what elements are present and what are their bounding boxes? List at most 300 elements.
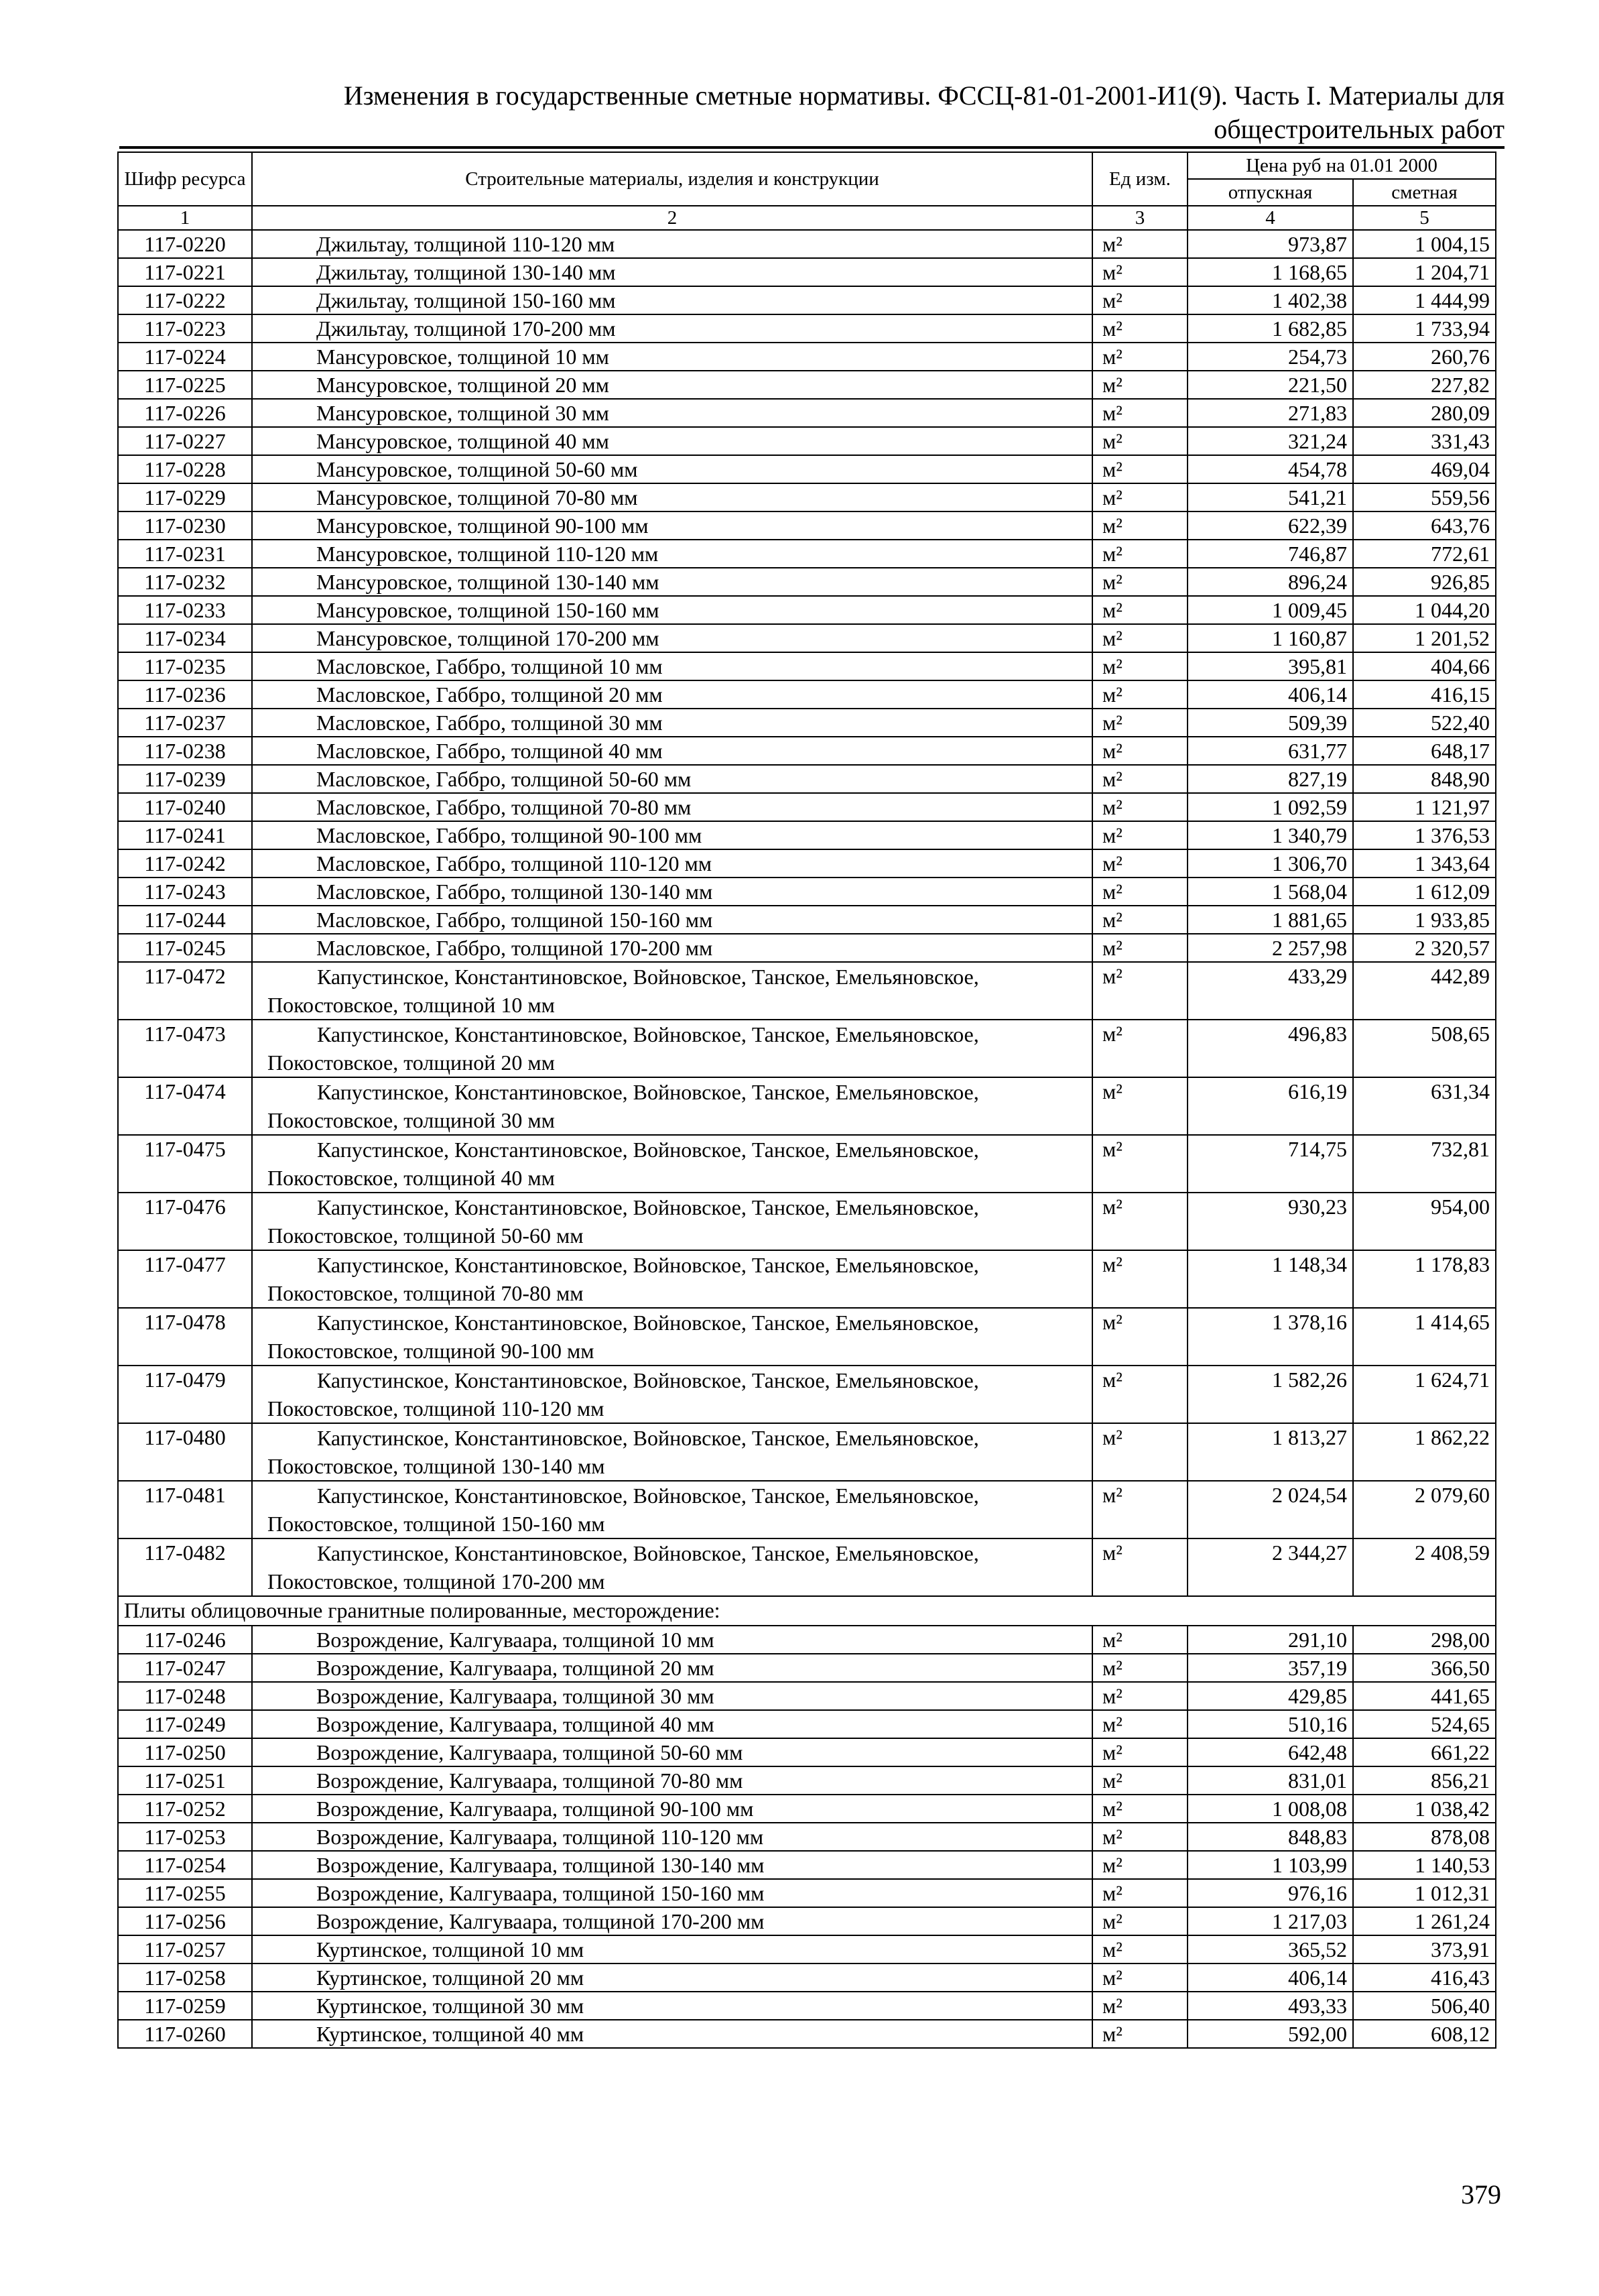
price-estimate: 1 612,09 [1353,878,1496,906]
resource-code: 117-0238 [118,737,252,765]
table-row [118,906,1496,934]
unit: м² [1092,1654,1188,1682]
price-release: 1 009,45 [1188,596,1353,624]
unit: м² [1092,1823,1188,1851]
price-estimate: 1 140,53 [1353,1851,1496,1879]
table-row [118,1538,1496,1596]
unit: м² [1092,1423,1188,1481]
table-row [118,343,1496,371]
resource-code: 117-0248 [118,1682,252,1710]
unit: м² [1092,1020,1188,1077]
table-row [118,849,1496,878]
price-estimate: 1 044,20 [1353,596,1496,624]
resource-code: 117-0240 [118,793,252,821]
price-release: 631,77 [1188,737,1353,765]
table-row [118,934,1496,962]
page-number: 379 [1461,2179,1501,2210]
resource-code: 117-0236 [118,680,252,709]
material-name: Капустинское, Константиновское, Войновское, Танское, Емельяновское, Покостовское, толщиной 50-60 мм [252,1193,1092,1250]
price-release: 1 682,85 [1188,314,1353,343]
unit: м² [1092,652,1188,680]
price-release: 510,16 [1188,1710,1353,1738]
material-name: Капустинское, Константиновское, Войновское, Танское, Емельяновское, Покостовское, толщиной 10 мм [252,962,1092,1020]
resource-code: 117-0252 [118,1795,252,1823]
unit: м² [1092,399,1188,427]
price-estimate: 2 320,57 [1353,934,1496,962]
material-name: Джильтау, толщиной 130-140 мм [252,258,1092,286]
price-estimate: 1 733,94 [1353,314,1496,343]
price-release: 976,16 [1188,1879,1353,1907]
resource-code: 117-0241 [118,821,252,849]
resource-code: 117-0245 [118,934,252,962]
material-name: Возрождение, Калгуваара, толщиной 110-120 мм [252,1823,1092,1851]
material-name: Возрождение, Калгуваара, толщиной 10 мм [252,1626,1092,1654]
price-estimate: 1 862,22 [1353,1423,1496,1481]
price-estimate: 643,76 [1353,511,1496,540]
unit: м² [1092,1710,1188,1738]
table-row [118,1020,1496,1077]
price-release: 642,48 [1188,1738,1353,1766]
unit: м² [1092,511,1188,540]
material-name: Масловское, Габбро, толщиной 20 мм [252,680,1092,709]
price-release: 221,50 [1188,371,1353,399]
unit: м² [1092,1626,1188,1654]
price-release: 616,19 [1188,1077,1353,1135]
resource-code: 117-0224 [118,343,252,371]
table-body-part2 [118,1626,1496,2048]
unit: м² [1092,427,1188,455]
resource-code: 117-0480 [118,1423,252,1481]
price-estimate: 441,65 [1353,1682,1496,1710]
table-row [118,568,1496,596]
unit: м² [1092,765,1188,793]
unit: м² [1092,2020,1188,2048]
resource-code: 117-0250 [118,1738,252,1766]
material-name: Мансуровское, толщиной 150-160 мм [252,596,1092,624]
price-estimate: 404,66 [1353,652,1496,680]
material-name: Масловское, Габбро, толщиной 30 мм [252,709,1092,737]
table-row [118,1963,1496,1992]
material-name: Масловское, Габбро, толщиной 40 мм [252,737,1092,765]
table-row [118,399,1496,427]
price-estimate: 1 414,65 [1353,1308,1496,1366]
resource-code: 117-0258 [118,1963,252,1992]
unit: м² [1092,934,1188,962]
resource-code: 117-0244 [118,906,252,934]
material-name: Джильтау, толщиной 110-120 мм [252,230,1092,258]
resource-code: 117-0257 [118,1935,252,1963]
resource-code: 117-0476 [118,1193,252,1250]
table-row [118,1308,1496,1366]
table-row [118,1366,1496,1423]
material-name: Мансуровское, толщиной 70-80 мм [252,483,1092,511]
table-row [118,1654,1496,1682]
resource-code: 117-0475 [118,1135,252,1193]
table-row [118,1992,1496,2020]
price-release: 1 568,04 [1188,878,1353,906]
price-release: 930,23 [1188,1193,1353,1250]
table-body-part1 [118,230,1496,1596]
price-release: 2 257,98 [1188,934,1353,962]
price-estimate: 522,40 [1353,709,1496,737]
table-row [118,1766,1496,1795]
price-release: 291,10 [1188,1626,1353,1654]
material-name: Масловское, Габбро, толщиной 130-140 мм [252,878,1092,906]
price-estimate: 732,81 [1353,1135,1496,1193]
unit: м² [1092,1879,1188,1907]
resource-code: 117-0478 [118,1308,252,1366]
price-estimate: 506,40 [1353,1992,1496,2020]
table-row [118,596,1496,624]
price-release: 831,01 [1188,1766,1353,1795]
table-row [118,709,1496,737]
material-name: Куртинское, толщиной 10 мм [252,1935,1092,1963]
material-name: Мансуровское, толщиной 170-200 мм [252,624,1092,652]
price-estimate: 954,00 [1353,1193,1496,1250]
material-name: Капустинское, Константиновское, Войновское, Танское, Емельяновское, Покостовское, толщиной 170-200 мм [252,1538,1092,1596]
price-estimate: 1 261,24 [1353,1907,1496,1935]
resource-code: 117-0223 [118,314,252,343]
price-release: 321,24 [1188,427,1353,455]
resource-code: 117-0246 [118,1626,252,1654]
resource-code: 117-0221 [118,258,252,286]
unit: м² [1092,1738,1188,1766]
unit: м² [1092,821,1188,849]
price-release: 493,33 [1188,1992,1353,2020]
price-estimate: 1 201,52 [1353,624,1496,652]
unit: м² [1092,1795,1188,1823]
unit: м² [1092,1481,1188,1538]
resource-code: 117-0228 [118,455,252,483]
unit: м² [1092,568,1188,596]
table-row [118,1481,1496,1538]
price-estimate: 631,34 [1353,1077,1496,1135]
resource-code: 117-0229 [118,483,252,511]
unit: м² [1092,1366,1188,1423]
unit: м² [1092,1538,1188,1596]
table-row [118,1823,1496,1851]
resource-code: 117-0243 [118,878,252,906]
table-row [118,540,1496,568]
resource-code: 117-0472 [118,962,252,1020]
section-title: Плиты облицовочные гранитные полированные, месторождение: [118,1596,1496,1626]
material-name: Масловское, Габбро, толщиной 90-100 мм [252,821,1092,849]
resource-code: 117-0232 [118,568,252,596]
header-rule [119,146,1505,149]
price-estimate: 508,65 [1353,1020,1496,1077]
price-release: 433,29 [1188,962,1353,1020]
price-estimate: 608,12 [1353,2020,1496,2048]
price-estimate: 1 004,15 [1353,230,1496,258]
column-number-row [118,206,1496,230]
resource-code: 117-0255 [118,1879,252,1907]
material-name: Мансуровское, толщиной 30 мм [252,399,1092,427]
price-estimate: 661,22 [1353,1738,1496,1766]
price-estimate: 416,43 [1353,1963,1496,1992]
price-release: 973,87 [1188,230,1353,258]
price-estimate: 848,90 [1353,765,1496,793]
material-name: Мансуровское, толщиной 50-60 мм [252,455,1092,483]
resource-code: 117-0233 [118,596,252,624]
table-row [118,1135,1496,1193]
unit: м² [1092,624,1188,652]
price-release: 622,39 [1188,511,1353,540]
unit: м² [1092,737,1188,765]
material-name: Возрождение, Калгуваара, толщиной 150-160 мм [252,1879,1092,1907]
resource-code: 117-0256 [118,1907,252,1935]
price-release: 496,83 [1188,1020,1353,1077]
table-row [118,1077,1496,1135]
table-row [118,1879,1496,1907]
resource-code: 117-0259 [118,1992,252,2020]
section-row [118,1596,1496,1626]
unit: м² [1092,230,1188,258]
price-estimate: 2 079,60 [1353,1481,1496,1538]
price-release: 848,83 [1188,1823,1353,1851]
resource-code: 117-0220 [118,230,252,258]
unit: м² [1092,1135,1188,1193]
column-number: 5 [1353,206,1496,230]
price-estimate: 648,17 [1353,737,1496,765]
table-row [118,427,1496,455]
resource-code: 117-0482 [118,1538,252,1596]
material-name: Мансуровское, толщиной 90-100 мм [252,511,1092,540]
price-estimate: 856,21 [1353,1766,1496,1795]
material-name: Мансуровское, толщиной 20 мм [252,371,1092,399]
resource-code: 117-0477 [118,1250,252,1308]
unit: м² [1092,1308,1188,1366]
unit: м² [1092,709,1188,737]
resource-code: 117-0251 [118,1766,252,1795]
price-estimate: 524,65 [1353,1710,1496,1738]
table-row [118,258,1496,286]
price-release: 592,00 [1188,2020,1353,2048]
price-release: 454,78 [1188,455,1353,483]
price-release: 365,52 [1188,1935,1353,1963]
unit: м² [1092,849,1188,878]
material-name: Мансуровское, толщиной 40 мм [252,427,1092,455]
material-name: Возрождение, Калгуваара, толщиной 130-140 мм [252,1851,1092,1879]
table-row [118,371,1496,399]
unit: м² [1092,371,1188,399]
table-row [118,1710,1496,1738]
price-release: 2 024,54 [1188,1481,1353,1538]
price-release: 746,87 [1188,540,1353,568]
unit: м² [1092,1935,1188,1963]
table-section [118,1596,1496,1626]
table-row [118,314,1496,343]
price-release: 541,21 [1188,483,1353,511]
resource-code: 117-0473 [118,1020,252,1077]
column-number: 2 [252,206,1092,230]
table-row [118,737,1496,765]
resource-code: 117-0260 [118,2020,252,2048]
unit: м² [1092,1851,1188,1879]
material-name: Масловское, Габбро, толщиной 10 мм [252,652,1092,680]
price-release: 1 582,26 [1188,1366,1353,1423]
resource-code: 117-0239 [118,765,252,793]
table-row [118,1682,1496,1710]
material-name: Масловское, Габбро, толщиной 110-120 мм [252,849,1092,878]
header-price-release: отпускная [1188,179,1353,206]
unit: м² [1092,680,1188,709]
price-estimate: 1 121,97 [1353,793,1496,821]
price-estimate: 260,76 [1353,343,1496,371]
price-estimate: 772,61 [1353,540,1496,568]
material-name: Куртинское, толщиной 40 мм [252,2020,1092,2048]
material-name: Капустинское, Константиновское, Войновское, Танское, Емельяновское, Покостовское, толщиной 30 мм [252,1077,1092,1135]
material-name: Капустинское, Константиновское, Войновское, Танское, Емельяновское, Покостовское, толщиной 20 мм [252,1020,1092,1077]
price-release: 2 344,27 [1188,1538,1353,1596]
price-estimate: 2 408,59 [1353,1538,1496,1596]
material-name: Капустинское, Константиновское, Войновское, Танское, Емельяновское, Покостовское, толщиной 40 мм [252,1135,1092,1193]
price-estimate: 559,56 [1353,483,1496,511]
price-release: 896,24 [1188,568,1353,596]
table-row [118,1626,1496,1654]
material-name: Возрождение, Калгуваара, толщиной 170-200 мм [252,1907,1092,1935]
unit: м² [1092,596,1188,624]
price-release: 1 881,65 [1188,906,1353,934]
price-estimate: 331,43 [1353,427,1496,455]
unit: м² [1092,1682,1188,1710]
table-row [118,1907,1496,1935]
table-row [118,483,1496,511]
price-release: 395,81 [1188,652,1353,680]
price-release: 357,19 [1188,1654,1353,1682]
price-release: 1 008,08 [1188,1795,1353,1823]
table-row [118,793,1496,821]
document-header [322,79,1505,146]
material-name: Возрождение, Калгуваара, толщиной 90-100 мм [252,1795,1092,1823]
material-name: Возрождение, Калгуваара, толщиной 70-80 мм [252,1766,1092,1795]
column-number: 4 [1188,206,1353,230]
column-number: 3 [1092,206,1188,230]
resource-code: 117-0242 [118,849,252,878]
unit: м² [1092,1963,1188,1992]
material-name: Мансуровское, толщиной 10 мм [252,343,1092,371]
price-estimate: 1 624,71 [1353,1366,1496,1423]
resource-code: 117-0481 [118,1481,252,1538]
resource-code: 117-0237 [118,709,252,737]
resource-code: 117-0234 [118,624,252,652]
table-row [118,1250,1496,1308]
table-row [118,1935,1496,1963]
price-estimate: 878,08 [1353,1823,1496,1851]
table-row [118,680,1496,709]
table-row [118,511,1496,540]
price-estimate: 442,89 [1353,962,1496,1020]
price-estimate: 1 204,71 [1353,258,1496,286]
table-row [118,455,1496,483]
material-name: Масловское, Габбро, толщиной 70-80 мм [252,793,1092,821]
material-name: Мансуровское, толщиной 110-120 мм [252,540,1092,568]
unit: м² [1092,962,1188,1020]
price-release: 406,14 [1188,1963,1353,1992]
material-name: Масловское, Габбро, толщиной 170-200 мм [252,934,1092,962]
unit: м² [1092,540,1188,568]
material-name: Капустинское, Константиновское, Войновское, Танское, Емельяновское, Покостовское, толщиной 110-120 мм [252,1366,1092,1423]
price-estimate: 280,09 [1353,399,1496,427]
price-release: 509,39 [1188,709,1353,737]
price-release: 1 813,27 [1188,1423,1353,1481]
material-name: Капустинское, Константиновское, Войновское, Танское, Емельяновское, Покостовское, толщиной 90-100 мм [252,1308,1092,1366]
unit: м² [1092,1250,1188,1308]
material-name: Возрождение, Калгуваара, толщиной 20 мм [252,1654,1092,1682]
price-estimate: 416,15 [1353,680,1496,709]
table-row [118,1193,1496,1250]
price-release: 1 103,99 [1188,1851,1353,1879]
header-name: Строительные материалы, изделия и конструкции [252,152,1092,206]
table-row [118,1738,1496,1766]
price-estimate: 1 038,42 [1353,1795,1496,1823]
material-name: Джильтау, толщиной 170-200 мм [252,314,1092,343]
resource-code: 117-0479 [118,1366,252,1423]
unit: м² [1092,1766,1188,1795]
resource-code: 117-0226 [118,399,252,427]
resource-code: 117-0254 [118,1851,252,1879]
material-name: Капустинское, Константиновское, Войновское, Танское, Емельяновское, Покостовское, толщиной 130-140 мм [252,1423,1092,1481]
price-estimate: 1 933,85 [1353,906,1496,934]
unit: м² [1092,1077,1188,1135]
price-estimate: 227,82 [1353,371,1496,399]
material-name: Куртинское, толщиной 30 мм [252,1992,1092,2020]
price-estimate: 1 012,31 [1353,1879,1496,1907]
price-release: 1 092,59 [1188,793,1353,821]
resource-code: 117-0222 [118,286,252,314]
price-release: 429,85 [1188,1682,1353,1710]
price-estimate: 373,91 [1353,1935,1496,1963]
price-release: 1 168,65 [1188,258,1353,286]
resource-code: 117-0474 [118,1077,252,1135]
price-release: 827,19 [1188,765,1353,793]
resource-code: 117-0231 [118,540,252,568]
resource-code: 117-0247 [118,1654,252,1682]
unit: м² [1092,286,1188,314]
price-release: 1 402,38 [1188,286,1353,314]
resource-code: 117-0227 [118,427,252,455]
unit: м² [1092,483,1188,511]
price-estimate: 1 444,99 [1353,286,1496,314]
unit: м² [1092,1193,1188,1250]
material-name: Масловское, Габбро, толщиной 50-60 мм [252,765,1092,793]
material-name: Капустинское, Константиновское, Войновское, Танское, Емельяновское, Покостовское, толщиной 70-80 мм [252,1250,1092,1308]
header-line-2: общестроительных работ [1214,114,1505,144]
header-unit: Ед изм. [1092,152,1188,206]
price-release: 1 306,70 [1188,849,1353,878]
price-release: 1 217,03 [1188,1907,1353,1935]
resource-code: 117-0235 [118,652,252,680]
resource-code: 117-0225 [118,371,252,399]
header-price-estimate: сметная [1353,179,1496,206]
table-row [118,821,1496,849]
table-row [118,1795,1496,1823]
table-row [118,286,1496,314]
material-name: Возрождение, Калгуваара, толщиной 30 мм [252,1682,1092,1710]
material-name: Куртинское, толщиной 20 мм [252,1963,1092,1992]
header-price-group: Цена руб на 01.01 2000 [1188,152,1496,179]
price-estimate: 1 343,64 [1353,849,1496,878]
header-code: Шифр ресурса [118,152,252,206]
resource-code: 117-0253 [118,1823,252,1851]
resource-code: 117-0249 [118,1710,252,1738]
material-name: Возрождение, Калгуваара, толщиной 50-60 мм [252,1738,1092,1766]
material-name: Масловское, Габбро, толщиной 150-160 мм [252,906,1092,934]
table-row [118,962,1496,1020]
material-name: Джильтау, толщиной 150-160 мм [252,286,1092,314]
unit: м² [1092,793,1188,821]
resource-code: 117-0230 [118,511,252,540]
price-release: 1 378,16 [1188,1308,1353,1366]
